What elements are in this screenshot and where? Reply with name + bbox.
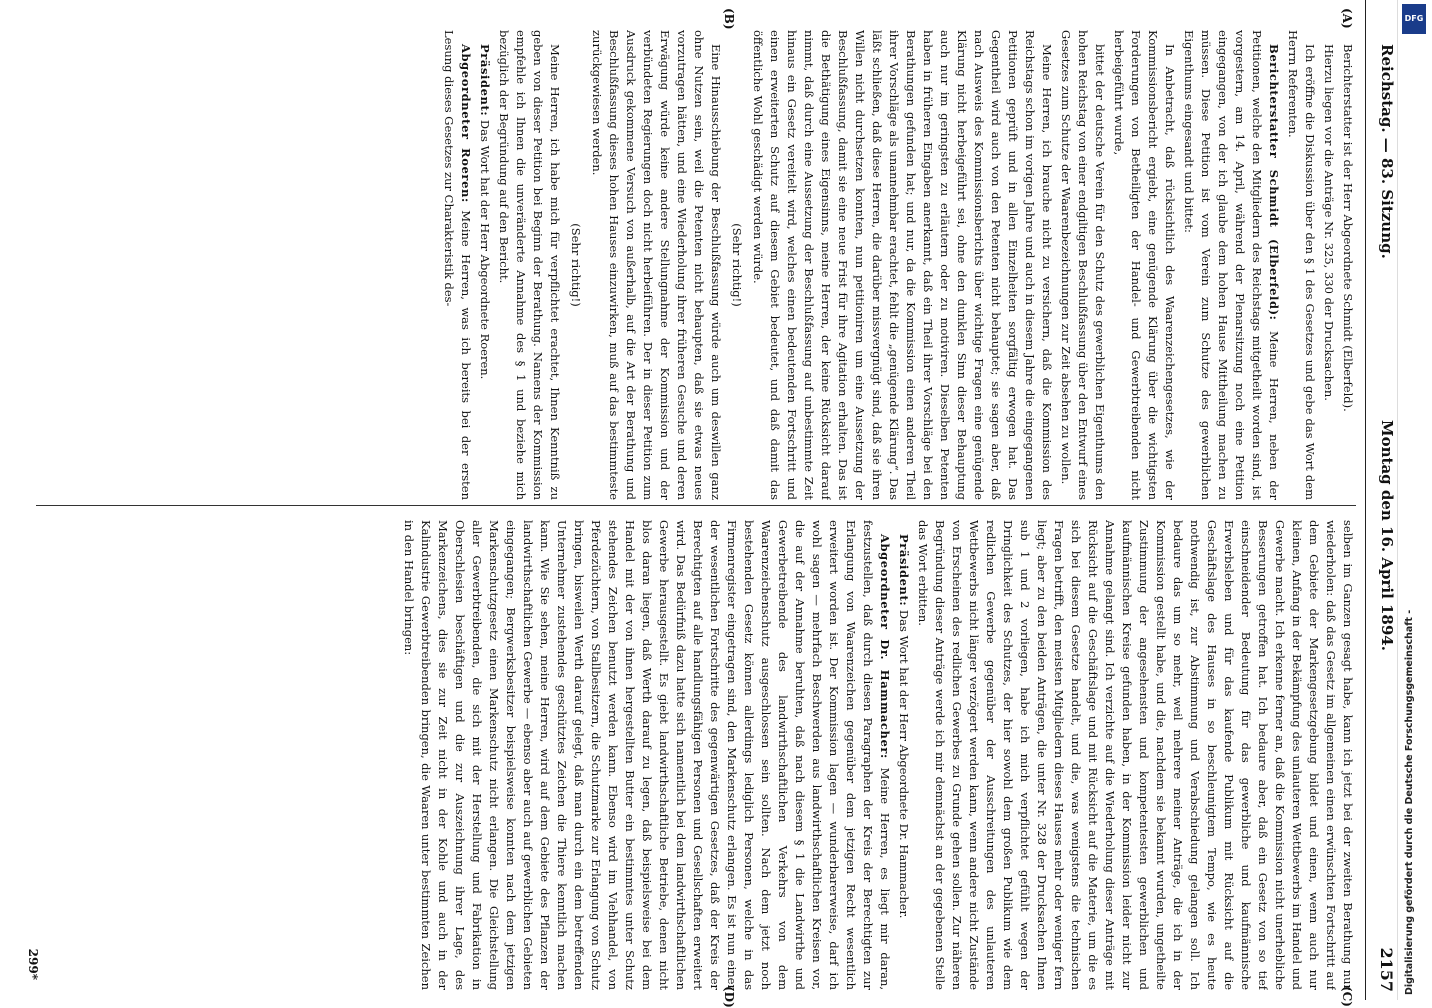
- interjection: (Sehr richtig!): [569, 223, 583, 307]
- paragraph: Meine Herren, ich habe mich für verpflichtet erachtet, Ihnen Kenntniß zu geben von dieser Petition bei Beginn der Berathung. Namens der Kommission empfehle ich Ihnen die unveränderte Annahme des § 1 und beziehe mich bezüglich der Begründung auf den Bericht.: [497, 30, 562, 500]
- column-left: [36, 30, 1356, 500]
- speaker-name: Abgeordneter Roeren:: [459, 44, 473, 203]
- paragraph: bittet der deutsche Verein für den Schutz des gewerblichen Eigenthums den hohen Reichstag von einer endgiltigen Beschlußfassung über den Entwurf eines Gesetzes zum Schutze der Waarenbezeichnungen zur Zeit absehen zu wollen.: [1059, 30, 1107, 500]
- speech-text: Meine Herren, es liegt mir daran, festzustellen, daß durch diesen Paragraphen der Kreis der Berechtigten zur Erlangung von Waarenzeichen gegenüber dem jetzigen Recht wesentlich erweitert worden ist. Der Kommission lagen — wunderbarerweise, darf ich wohl sagen — mehrfach Beschwerden aus landwirthschaftlichen Kreisen vor, die auf der Annahme beruhten, daß nach diesem § 1 die Landwirthe und Gewerbetreibende des landwirthschaftlichen Verkehrs von dem Waarenzeichenschutz ausgeschlossen sein sollten. Nach dem jetzt noch bestehenden Gesetz können allerdings lediglich Personen, welche in das Firmenregister eingetragen sind, den Markenschutz erlangen. Es ist nun einer der wesentlichen Fortschritte des gegenwärtigen Gesetzes, daß der Kreis der Berechtigten auf alle handlungsfähigen Personen und Gesellschaften erweitert wird. Das Bedürfniß dazu hatte sich namentlich bei dem landwirthschaftlichen Gewerbe herausgestellt. Es giebt landwirthschaftliche Betriebe, denen nicht blos daran liegen, daß Werth darauf zu legen, daß beispielsweise bei dem Handel mit der von ihnen hergestellten Butter ein bestimmtes unter Schutz stehendes Zeichen benutzt werden kann. Ebenso wird im Viehhandel, von Pferdezüchtern, von Stallbesitzern, die Schutzmarke zur Erlangung von Schutz bringen, bisweilen Werth darauf gelegt, daß man durch ein dem betreffenden Unternehmer zustehendes geschütztes Zeichen die Thiere kenntlich machen kann. Wie Sie sehen, meine Herren, wird auf dem Gebiete des Pflanzen der landwirthschaftlichen Gewerbe — ebenso aber auch auf gewerblichen Gebieten eingegangen; Bergwerksbesitzer beispielsweise konnten nach dem jetzigen Markenschutzgesetz einen Markenschutz nicht erlangen. Die Gleichstellung aller Gewerbtreibenden, die sich mit der Herstellung und Fabrikation in Oberschlesien beschäftigen und die zur Auszeichnung ihrer Lage, des Markenzeichens, dies sie zur Zeit nicht in der Kohle und auch in der Kalindustrie Gewerbtreibenden bringen, die Waaren unter bestimmten Zeichen in den Handel bringen:: [402, 520, 892, 990]
- column-right: [36, 520, 1356, 990]
- speech-text: Meine Herren, neben der Petitionen, welche den Mitgliedern des Reichstags mitgetheilt worden sind, ist vorgestern, am 14. April, während der Plenarsitzung noch eine Petition eingegangen, von der ich glaube dem hohen Hause Mittheilung machen zu müssen. Diese Petition ist vom Verein zum Schutze des gewerblichen Eigenthums eingesandt und bittet:: [1182, 30, 1281, 500]
- paragraph: Meine Herren, ich brauche nicht zu versichern, daß die Kommission des Reichstags schon im vorigen Jahre und auch in diesem Jahre die eingegangenen Petitionen geprüft und in allen Einzelheiten sorgfältig erwogen hat. Das Gegentheil wird auch von den Petenten nicht behauptet; sie sagen aber, daß nach Ausweis des Kommissionsberichts über wichtige Fragen eine genügende Klärung nicht herbeigeführt sei, ohne den dunklen Sinn dieser Behauptung auch nur im geringsten zu erläutern oder zu motiviren. Dieselben Petenten haben in früheren Eingaben anerkannt, daß ein Theil ihrer Vorschläge bei den Berathungen gefunden hat; und nur, da die Kommission einen anderen Theil ihrer Vorschläge als unannehmbar erachtet, fehlt die „genügende Klärung“. Das läßt schließen, daß diese Herren, die darüber missvergnügt sind, daß sie ihren Willen nicht durchsetzen konnten, nun petitioniren um eine Aussetzung der Beschlußfassung, damit sie eine neue Frist für ihre Agitation erhalten. Das ist die Bethätigung eines Eigensinns, meine Herren, der keine Rücksicht darauf nimmt, daß durch eine Aussetzung der Beschlußfassung auf unbestimmte Zeit hinaus ein Gesetz vereitelt wird, welches einen bedeutenden Fortschritt und einen erweiterten Schutz auf diesem Gebiet bedeutet, und daß damit das öffentliche Wohl geschädigt werden würde.: [751, 30, 1054, 500]
- dfg-sidebar: [1397, 0, 1432, 1000]
- speech-text: Das Wort hat der Herr Abgeordnete Roeren.: [478, 116, 492, 380]
- page-number: 2157: [1377, 947, 1396, 992]
- paragraph: Berichterstatter ist der Herr Abgeordnete Schmidt (Elberfeld).: [1341, 44, 1355, 412]
- dfg-logo: DFG: [1402, 4, 1426, 34]
- paragraph: In Anbetracht, daß rücksichtlich des Waarenzeichengesetzes, wie der Kommissionsbericht ergiebt, eine genügende Klärung über die wichtigsten Forderungen von Betheiligten der Handel- und Gewerbtreibenden nicht herbeigeführt wurde,: [1112, 30, 1177, 500]
- speech-paragraph: [1180, 30, 1282, 500]
- paragraph: selben im Ganzen gesagt habe, kann ich jetzt bei der zweiten Berathung nur wiederholen: daß das Gesetz im allgemeinen einen erwünschten Fortschritt auf dem Gebiete der Markengesetzgebung bildet und einen, wenn auch nur kleinen, Anfang in der Bekämpfung des unlauteren Wettbewerbs im Handel und Gewerbe macht. Ich erkenne ferner an, daß die Kommission nicht unerhebliche Besserungen getroffen hat. Ich bedaure aber, daß ein Gesetz von so tief einschneidender Bedeutung für das gewerbliche und kaufmännische Erwerbsleben und für das kaufende Publikum mit Rücksicht auf die Geschäftslage des Hauses in so beschleunigtem Tempo, wie es heute nothwendig ist, zur Abstimmung und Verabschiedung gelangen soll. Ich bedaure das um so mehr, weil mehrere meiner Anträge, die ich in der Kommission gestellt habe, und die, nachdem sie bekannt wurden, ungetheilte Zustimmung der angesehensten und kompetentesten gewerblichen und kaufmännischen Kreise gefunden haben, in der Kommission leider nicht zur Annahme gelangt sind. Ich verzichte auf die Wiederholung dieser Anträge mit Rücksicht auf die Geschäftslage und mit Rücksicht auf die Materie, um die es sich bei diesem Gesetze handelt, und die, was wenigstens die technischen Fragen betrifft, den meisten Mitgliedern dieses Hauses mehr oder weniger fern liegt; aber zu den beiden Anträgen, die unter Nr. 328 der Drucksachen Ihnen sub 1 und 2 vorliegen, habe ich mich verpflichtet gefühlt wegen der Dringlichkeit des Schutzes, der hier sowohl dem großen Publikum wie dem redlichen Gewerbe gegenüber der Ausschreitungen des unlauteren Wettbewerbs nicht länger verzögert werden kann, wenn andere nicht Zustände von Erscheinen des redlichen Gewerbes zu Grunde gehen sollen. Zur näheren Begründung dieser Anträge werde ich mir demnächst an der gegebenen Stelle das Wort erbitten.: [916, 520, 1355, 990]
- rotated-page: [26, 0, 1406, 1008]
- speech-paragraph: [895, 520, 912, 990]
- column-divider: [36, 505, 1356, 506]
- speaker-name: Präsident:: [478, 44, 492, 117]
- margin-marker-a: (A): [1340, 8, 1354, 29]
- speech-paragraph: [440, 30, 474, 500]
- speech-paragraph: [476, 30, 493, 500]
- paragraph: Hierzu liegen vor die Anträge Nr. 325, 330 der Drucksachen.: [1322, 44, 1336, 401]
- speech-paragraph: [400, 520, 893, 990]
- speaker-name: Abgeordneter Dr. Hammacher:: [878, 534, 892, 759]
- header-date: Montag den 16. April 1894.: [1378, 420, 1396, 651]
- interjection: (Sehr richtig!): [730, 223, 744, 307]
- margin-marker-b: (B): [722, 8, 736, 30]
- margin-marker-d: (D): [722, 986, 736, 1008]
- speech-text: Das Wort hat der Herr Abgeordnete Dr. Hammacher.: [897, 606, 911, 919]
- speech-text: Meine Herren, was ich bereits bei der ersten Lesung dieses Gesetzes zur Charakteristik des-: [442, 30, 473, 500]
- page-footer-signature: 299*: [26, 948, 40, 980]
- paragraph: Ich eröffne die Diskussion über den § 1 des Gesetzes und gebe das Wort dem Herrn Referenten.: [1286, 30, 1317, 500]
- speaker-name: Präsident:: [897, 534, 911, 607]
- speaker-name: Berichterstatter Schmidt (Elberfeld):: [1267, 44, 1281, 321]
- margin-marker-c: (C): [1340, 986, 1354, 1007]
- header-left: Reichstag. — 83. Sitzung.: [1378, 44, 1396, 259]
- paragraph: Eine Hinausschiebung der Beschlußfassung würde auch um deswillen ganz ohne Nutzen sein, weil die Petenten nicht behaupten, daß sie etwas neues vorzutragen hätten, und eine Wiederholung ihrer früheren Gesuche und deren Erwägung würde keine andere Stellungnahme der Kommission und der verbündeten Regierungen doch nicht herbeiführen. Der in dieser Petition zum Ausdruck gekommene Versuch von außerhalb, auf die Art der Berathung und Beschlußfassung dieses hohen Hauses einzuwirken, muß auf das bestimmteste zurückgewiesen werden.: [590, 30, 723, 500]
- dfg-funding-note: Digitalisierung gefördert durch die Deutsche Forschungsgemeinschaft -: [1404, 609, 1415, 995]
